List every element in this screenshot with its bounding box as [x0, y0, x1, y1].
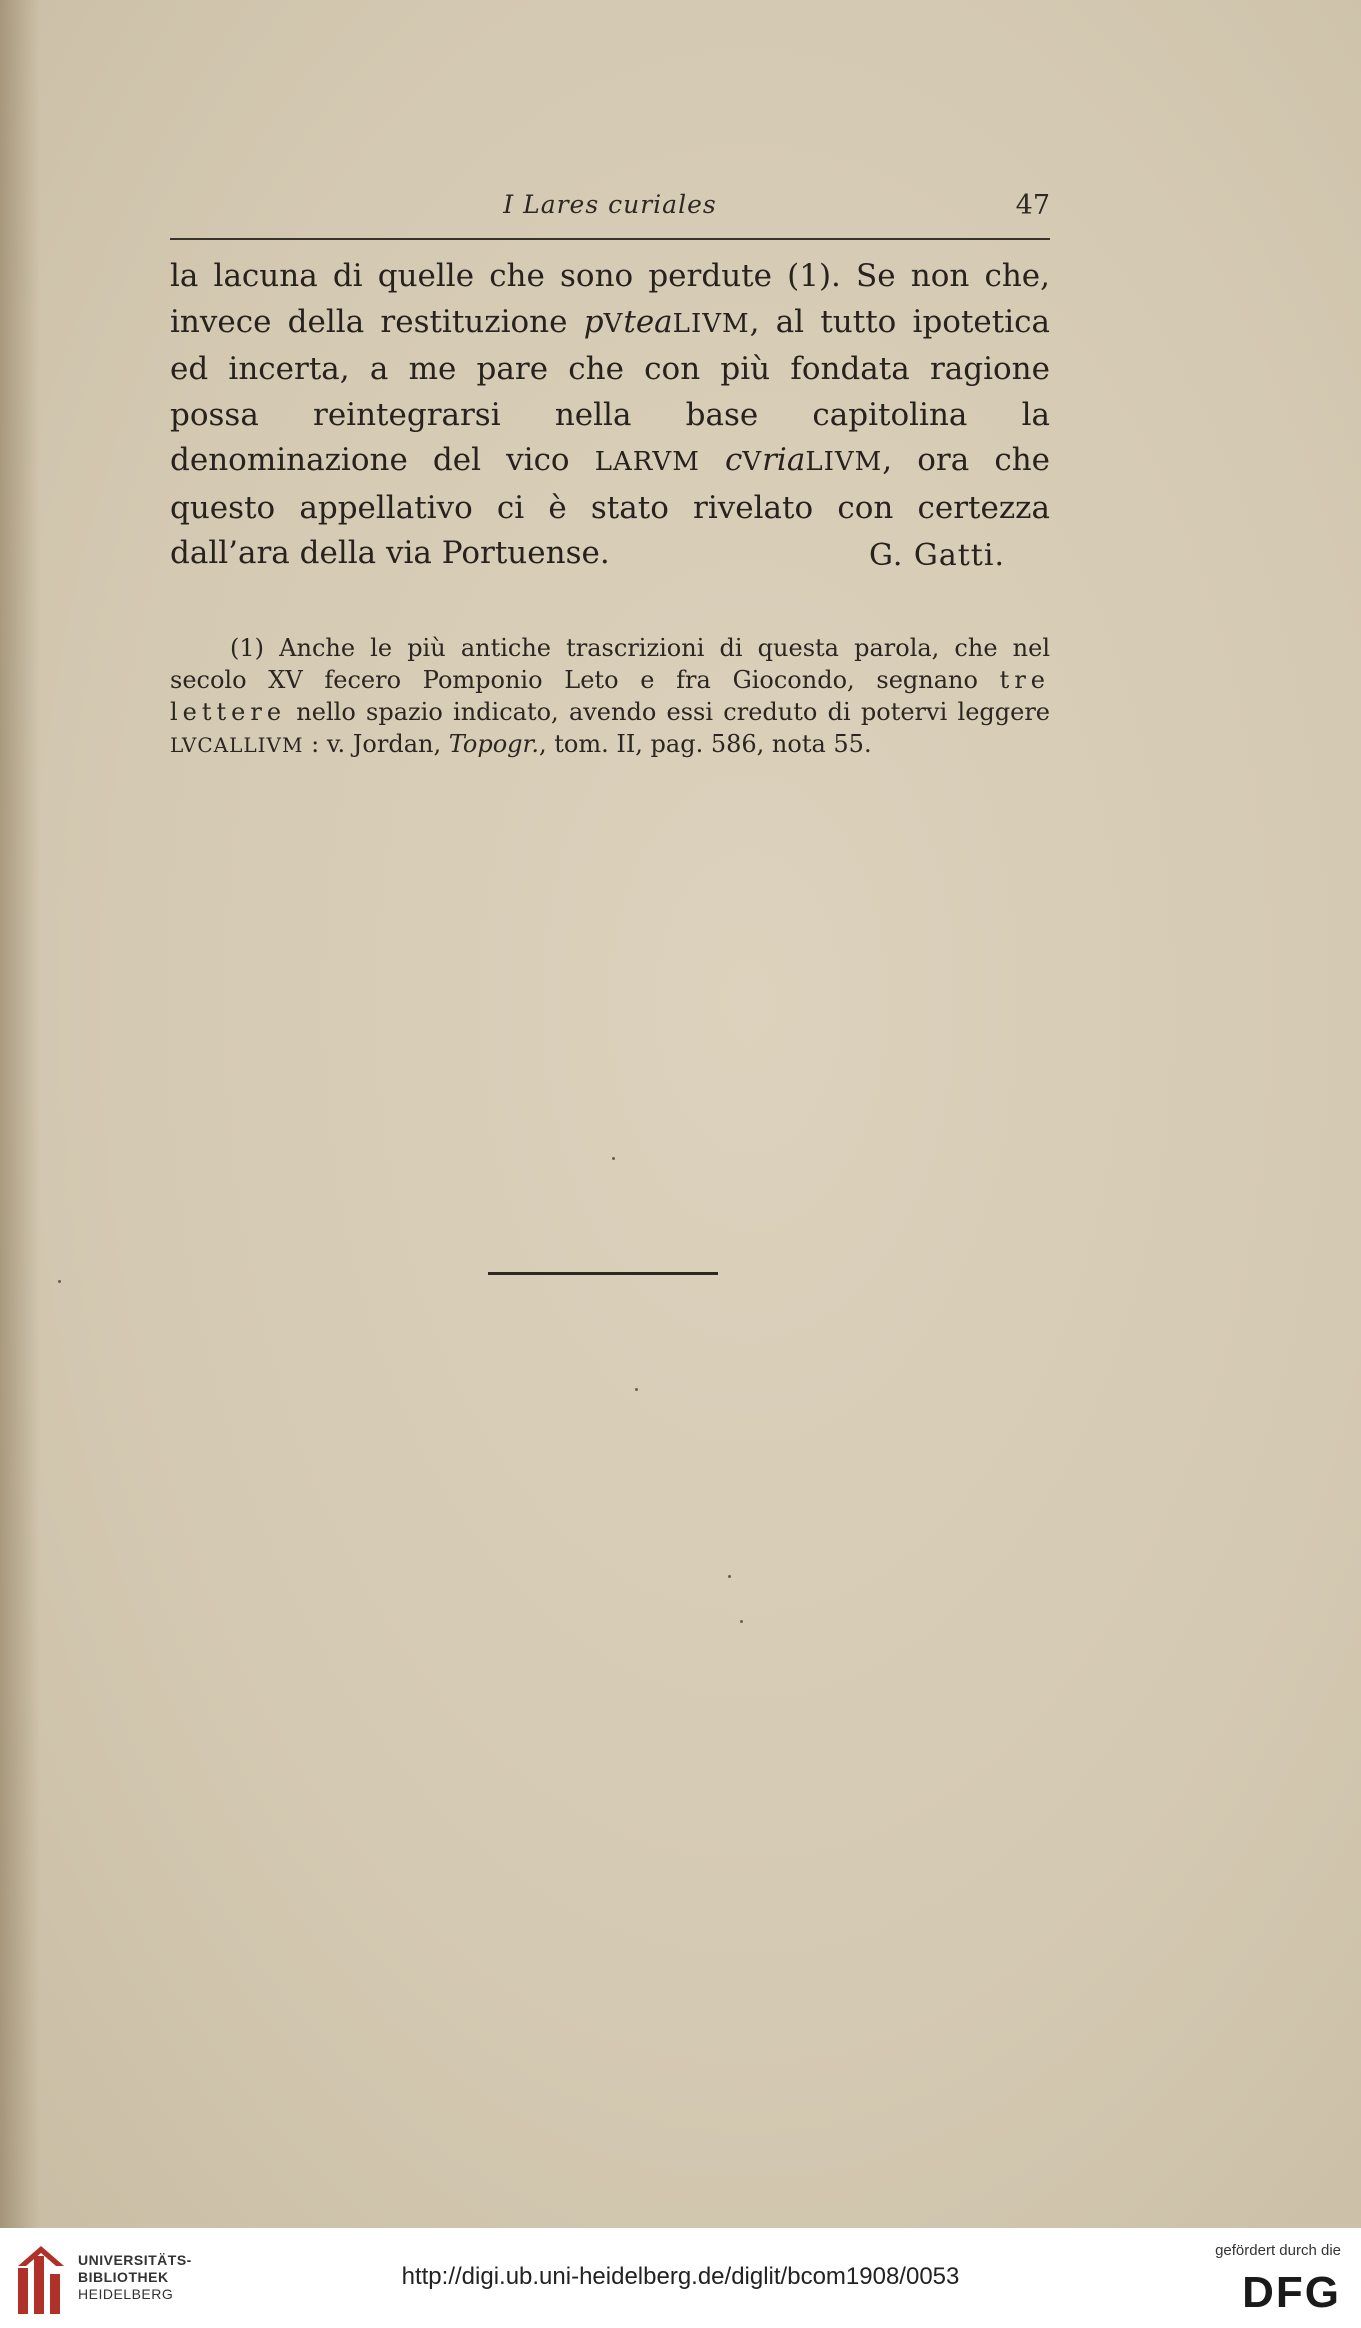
paper-speck: [635, 1388, 638, 1391]
author-signature: G. Gatti.: [868, 538, 1005, 573]
body-paragraph: la lacuna di quelle che sono perdute (1). Se non che, invece della restituzione pVteaLIVM, al tutto ipotetica ed incerta, a me pare che con più fondata ragione possa reintegrarsi nella base capitolina la denominazione del vico LARVM cVriaLIVM, ora che questo appellativo ci è stato rivelato con certezza dall’ara della via Portuense.: [170, 258, 1051, 571]
dfg-logo-icon: DFG: [1242, 2268, 1341, 2317]
footnote: (1) Anche le più antiche trascrizioni di questa parola, che nel secolo XV fecero Pomponio Leto e fra Giocondo, segnano tre lettere nello spazio indicato, avendo essi creduto di potervi leggere LVCALLIVM : v. Jordan, Topogr., tom. II, pag. 586, nota 55.: [170, 634, 1050, 758]
viewer-footer: [0, 2228, 1361, 2328]
paper-speck: [612, 1157, 615, 1160]
running-title: I Lares curiales: [503, 190, 717, 219]
header-rule: [170, 238, 1050, 240]
end-rule: [488, 1272, 718, 1275]
paper-speck: [728, 1575, 731, 1578]
university-library-name: UNIVERSITÄTS- BIBLIOTHEK HEIDELBERG: [78, 2252, 192, 2302]
paper-speck: [740, 1620, 743, 1623]
footnote-marker: 1: [239, 634, 255, 662]
page-number: 47: [1015, 190, 1050, 221]
page-header: [170, 190, 1050, 230]
permalink-url[interactable]: http://digi.ub.uni-heidelberg.de/diglit/bcom1908/0053: [401, 2263, 960, 2290]
dfg-caption: gefördert durch die: [1215, 2242, 1341, 2259]
paper-speck: [58, 1280, 61, 1283]
